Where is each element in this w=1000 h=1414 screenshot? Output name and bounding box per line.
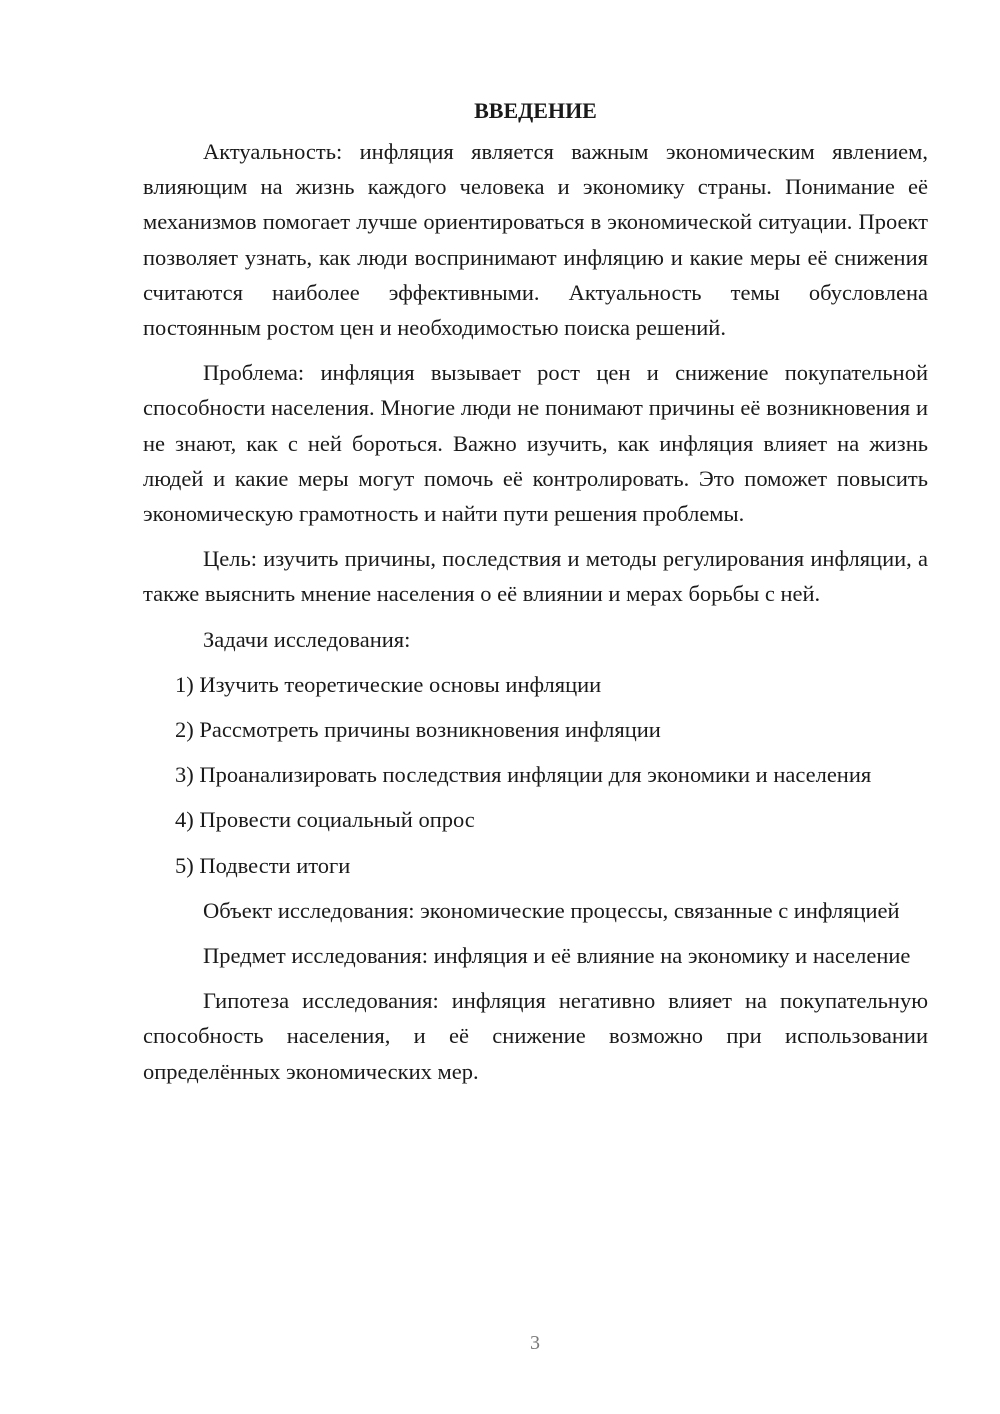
paragraph-relevance: Актуальность: инфляция является важным экономическим явлением, влияющим на жизнь каждого человека и экономику страны. Понимание её механизмов помогает лучше ориентироваться в экономической ситуации. Проект позволяет узнать, как люди воспринимают инфляцию и какие меры её снижения считаются наиболее эффективными. Актуальность темы обусловлена постоянным ростом цен и необходимостью поиска решений. (143, 139, 928, 341)
task-item: 2) Рассмотреть причины возникновения инфляции (175, 717, 661, 743)
page-number: 3 (530, 1332, 540, 1354)
paragraph-problem: Проблема: инфляция вызывает рост цен и снижение покупательной способности населения. Многие люди не понимают причины её возникновения и не знают, как с ней бороться. Важно изучить, как инфляция влияет на жизнь людей и какие меры могут помочь её контролировать. Это поможет повысить экономическую грамотность и найти пути решения проблемы. (143, 360, 928, 527)
paragraph-hypothesis: Гипотеза исследования: инфляция негативно влияет на покупательную способность населения, и её снижение возможно при использовании определённых экономических мер. (143, 988, 928, 1084)
paragraph-goal: Цель: изучить причины, последствия и методы регулирования инфляции, а также выяснить мнение населения о её влиянии и мерах борьбы с ней. (143, 546, 928, 607)
paragraph-object: Объект исследования: экономические процессы, связанные с инфляцией (203, 897, 900, 923)
task-item: 4) Провести социальный опрос (175, 807, 475, 833)
paragraph-tasks-heading: Задачи исследования: (203, 626, 411, 652)
page-body (143, 93, 928, 1089)
task-item: 1) Изучить теоретические основы инфляции (175, 671, 602, 697)
task-item: 5) Подвести итоги (175, 852, 351, 878)
paragraph-subject: Предмет исследования: инфляция и её влияние на экономику и население (203, 943, 911, 969)
page-title: ВВЕДЕНИЕ (474, 98, 597, 123)
task-item: 3) Проанализировать последствия инфляции для экономики и населения (175, 762, 872, 788)
